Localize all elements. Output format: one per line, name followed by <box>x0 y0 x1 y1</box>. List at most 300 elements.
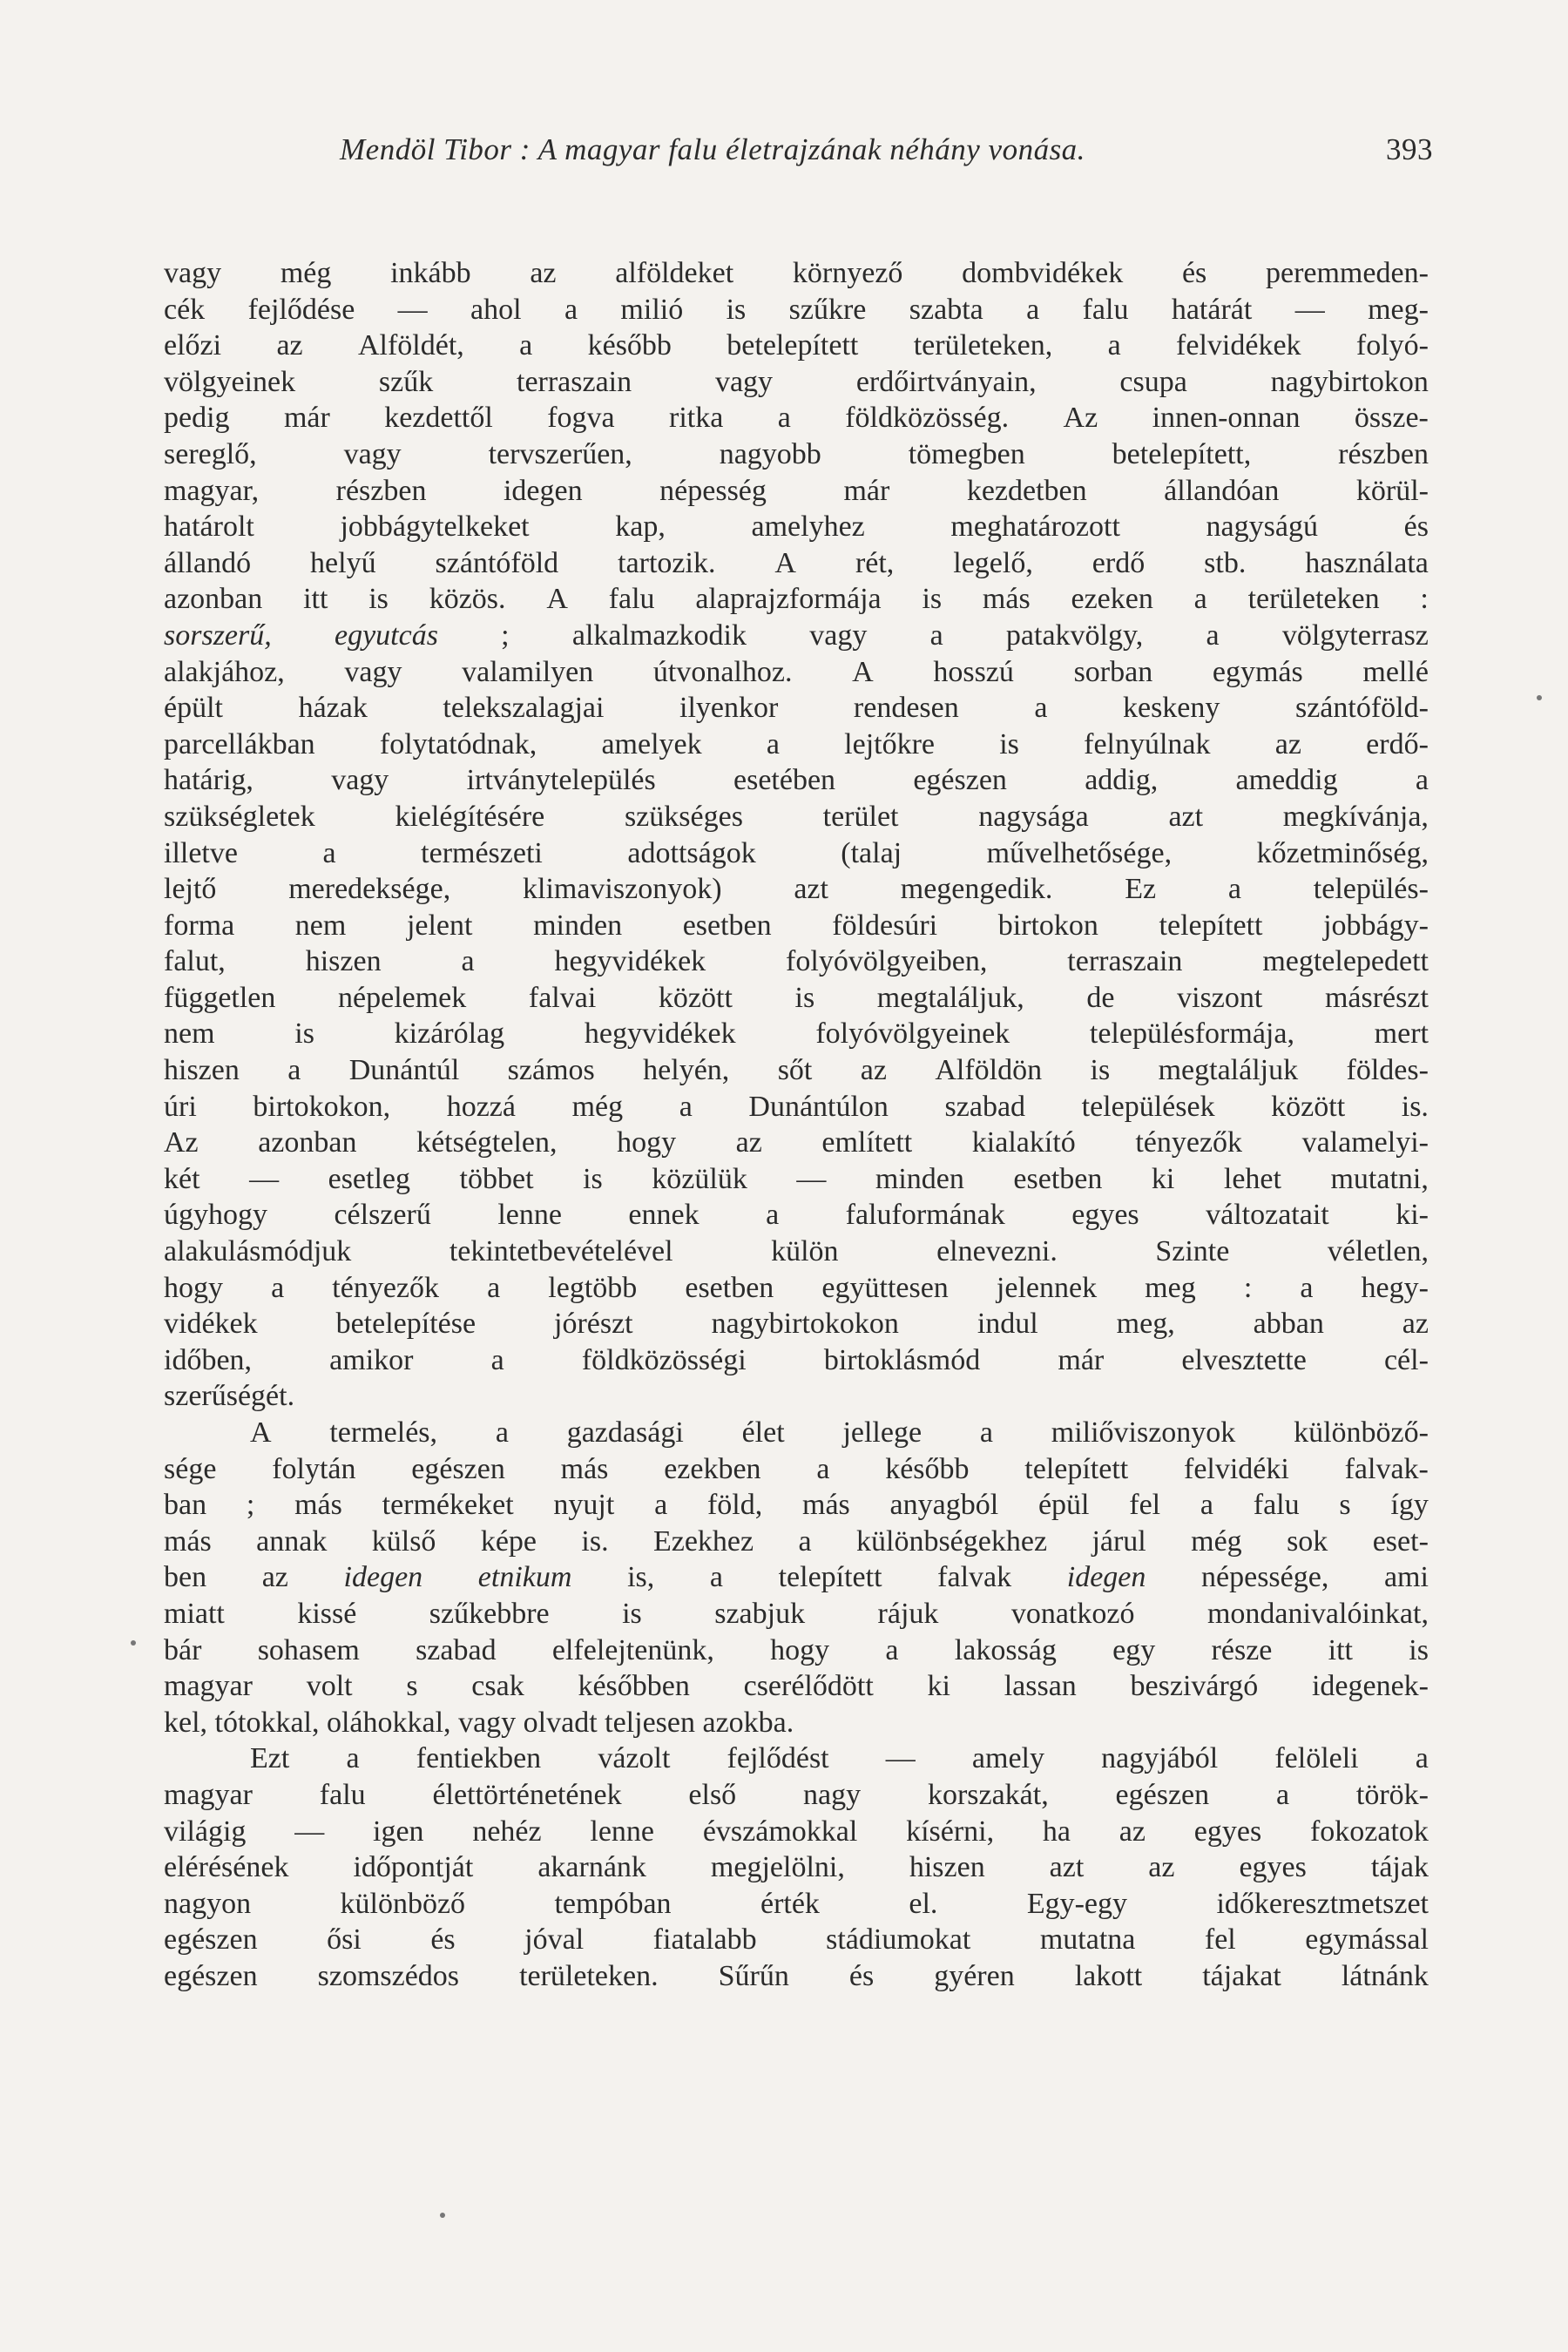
word: a <box>1275 1778 1290 1811</box>
word: ameddig <box>1235 764 1338 797</box>
word: Alföldét, <box>357 329 464 362</box>
word: hogy <box>770 1633 830 1666</box>
word: föld, <box>706 1489 763 1522</box>
word: alakjához, <box>164 655 285 688</box>
word: miliőviszonyok <box>1051 1416 1236 1449</box>
word: még <box>1191 1524 1242 1558</box>
word: alaprajzformája <box>695 583 882 616</box>
word: szűk <box>378 365 434 398</box>
word: betelepített <box>727 329 859 362</box>
word: az <box>1119 1815 1146 1848</box>
word: egyes <box>1193 1815 1262 1848</box>
word: azt <box>794 873 828 906</box>
word: s <box>406 1670 418 1703</box>
word: nem <box>294 909 347 942</box>
word: : <box>1420 583 1429 616</box>
word: más <box>802 1489 850 1522</box>
word: birtokon <box>997 909 1098 942</box>
word: megjelölni, <box>710 1851 845 1884</box>
word: ki- <box>1396 1199 1429 1232</box>
word: is. <box>1401 1090 1429 1123</box>
word: nagy <box>803 1778 862 1811</box>
word: között <box>1271 1090 1346 1123</box>
word: indul <box>977 1308 1038 1341</box>
word: esetben <box>685 1271 774 1304</box>
word: már <box>843 474 890 507</box>
word: folyóvölgyeinek <box>815 1017 1010 1051</box>
word: tartozik. <box>618 546 716 579</box>
word: területeken <box>1247 583 1380 616</box>
word: stb. <box>1204 546 1247 579</box>
word: és <box>848 1959 875 1992</box>
word: azt <box>1049 1851 1085 1884</box>
word: magyar, <box>164 474 260 507</box>
word: falvai <box>528 981 597 1014</box>
word: legtöbb <box>548 1271 638 1304</box>
word: jelent <box>406 909 473 942</box>
word: is <box>583 1162 603 1195</box>
text-line <box>164 980 1429 1017</box>
word: falu <box>608 583 655 616</box>
word: fel <box>1204 1923 1236 1957</box>
word: gazdasági <box>566 1416 684 1449</box>
word: említett <box>821 1126 913 1159</box>
word: később <box>885 1452 970 1485</box>
word: legelő, <box>953 546 1033 579</box>
word: a <box>766 1199 780 1232</box>
word: az <box>735 1126 762 1159</box>
text-line <box>164 618 1429 654</box>
word: is <box>368 583 389 616</box>
word: egy <box>1112 1633 1156 1666</box>
text-line <box>164 1125 1429 1161</box>
word: termelés, <box>329 1416 438 1449</box>
word: a <box>564 293 578 326</box>
word: szántóföld- <box>1294 692 1429 725</box>
word: a <box>1193 583 1207 616</box>
word: egészen <box>164 1959 258 1992</box>
word: népelemek <box>338 981 467 1014</box>
word: így <box>1390 1489 1429 1522</box>
word: kizárólag <box>394 1017 505 1051</box>
text-line <box>164 1559 1429 1596</box>
word: innen-onnan <box>1152 402 1301 435</box>
word: A <box>852 655 874 688</box>
word: határolt <box>164 510 254 544</box>
text-line <box>164 1487 1429 1524</box>
word: — <box>249 1162 280 1195</box>
word: — <box>1294 293 1325 326</box>
word: telepített <box>778 1561 882 1594</box>
word: szerűségét. <box>164 1380 295 1413</box>
word: nyujt <box>553 1489 615 1522</box>
word: fentiekben <box>416 1742 542 1775</box>
word: török- <box>1355 1778 1429 1811</box>
word: kialakító <box>971 1126 1076 1159</box>
word: települések <box>1081 1090 1215 1123</box>
word: sohasem <box>257 1633 360 1666</box>
word: útvonalhoz. <box>652 655 793 688</box>
word: meg, <box>1116 1308 1175 1341</box>
word: meredeksége, <box>288 873 451 906</box>
word: terraszain <box>517 365 632 398</box>
text-line <box>164 292 1429 328</box>
word: még <box>571 1090 624 1123</box>
word: esetben <box>682 909 772 942</box>
word: azonban <box>258 1126 357 1159</box>
word: itt <box>1328 1633 1353 1666</box>
word: falut, <box>164 945 226 978</box>
word: jelennek <box>996 1271 1098 1304</box>
word: fogva <box>547 402 615 435</box>
word: folytatódnak, <box>379 727 537 760</box>
word: cél- <box>1383 1343 1429 1376</box>
text-line <box>164 1342 1429 1379</box>
word: nem <box>164 1017 215 1051</box>
word: házak <box>298 692 368 725</box>
text-line <box>164 1849 1429 1886</box>
word: ; <box>246 1489 255 1522</box>
word: a <box>1034 692 1048 725</box>
text-line <box>164 1451 1429 1488</box>
word: inkább <box>390 257 471 289</box>
word: a <box>1206 618 1220 652</box>
word: időpontját <box>353 1851 474 1884</box>
word: A <box>546 583 568 616</box>
word: a <box>929 618 943 652</box>
word: amely <box>971 1742 1044 1775</box>
word: hegyvidékek <box>584 1017 736 1051</box>
word: nagyobb <box>719 437 821 470</box>
word: nagybirtokokon <box>711 1308 899 1341</box>
word: Ezt <box>250 1742 290 1775</box>
word: a <box>777 402 791 435</box>
word: elérésének <box>164 1851 289 1884</box>
word: szomszédos <box>317 1959 460 1992</box>
text-line <box>164 1161 1429 1198</box>
word: úgyhogy <box>164 1199 267 1232</box>
word: felöleli <box>1274 1742 1359 1775</box>
word: időkeresztmetszet <box>1216 1887 1429 1920</box>
word: évszámokkal <box>702 1815 858 1848</box>
word: minden <box>533 909 623 942</box>
word: földközösségi <box>581 1343 747 1376</box>
word: meghatározott <box>950 510 1120 544</box>
word: akarnánk <box>537 1851 646 1884</box>
word: sége <box>164 1452 217 1485</box>
word: vonatkozó <box>1010 1597 1135 1630</box>
word: mellé <box>1362 655 1429 688</box>
word: gyéren <box>934 1959 1015 1992</box>
word: erdő- <box>1366 727 1429 760</box>
word: nagybirtokon <box>1270 365 1429 398</box>
word: elnevezni. <box>936 1235 1058 1268</box>
word: olvadt <box>523 1706 605 1739</box>
text-line <box>164 1958 1429 1995</box>
word: határát <box>1171 293 1253 326</box>
word: és <box>1181 257 1207 289</box>
word: mondanivalóinkat, <box>1206 1597 1429 1630</box>
word: egészen <box>1115 1778 1210 1811</box>
word: Ez <box>1125 873 1157 906</box>
text-line <box>164 943 1429 980</box>
word: is <box>1090 1054 1111 1087</box>
word: is <box>622 1597 642 1630</box>
text-line <box>164 654 1429 691</box>
word: szabta <box>909 293 983 326</box>
word: Egy-egy <box>1026 1887 1128 1920</box>
word: első <box>688 1778 737 1811</box>
word: az <box>1148 1851 1175 1884</box>
word: teljesen <box>605 1706 703 1739</box>
word: népesség <box>659 474 767 507</box>
word: ha <box>1042 1815 1071 1848</box>
text-line <box>164 400 1429 436</box>
word: rájuk <box>877 1597 939 1630</box>
word: is <box>794 981 815 1014</box>
word: itt <box>303 583 328 616</box>
word: változatait <box>1206 1199 1329 1232</box>
word: lassan <box>1004 1670 1077 1703</box>
word: s <box>1339 1489 1351 1522</box>
word: ami <box>1383 1561 1429 1594</box>
running-head <box>340 132 1433 176</box>
word: cserélődött <box>743 1670 874 1703</box>
word: a <box>679 1090 693 1123</box>
word: körül- <box>1355 474 1429 507</box>
word: lejtőkre <box>844 727 935 760</box>
word: földesúri <box>832 909 938 942</box>
word: sereglő, <box>164 437 257 470</box>
word: amelyek <box>601 727 702 760</box>
word: alkalmazkodik <box>571 618 747 652</box>
word: a <box>816 1452 830 1485</box>
word: is <box>726 293 747 326</box>
word: település- <box>1313 873 1429 906</box>
word: az <box>276 329 303 362</box>
word: szántóföld <box>435 546 559 579</box>
word: fel <box>1129 1489 1161 1522</box>
word: a <box>1026 293 1040 326</box>
word: fokozatok <box>1309 1815 1429 1848</box>
word: el. <box>909 1887 938 1920</box>
word: kissé <box>297 1597 357 1630</box>
text-line <box>164 1886 1429 1923</box>
text-line <box>164 727 1429 763</box>
word: részben <box>335 474 427 507</box>
word: szűkebbre <box>429 1597 550 1630</box>
word: vagy <box>331 764 389 797</box>
word: célszerű <box>334 1199 431 1232</box>
word: azonban <box>164 583 263 616</box>
word: igen <box>373 1815 424 1848</box>
word: valamelyi- <box>1301 1126 1429 1159</box>
word: is <box>922 583 943 616</box>
word: ennek <box>628 1199 700 1232</box>
word: nagyon <box>164 1887 252 1920</box>
word: magyar <box>164 1778 253 1811</box>
word: pedig <box>164 402 230 435</box>
word: amikor <box>329 1343 414 1376</box>
text-line <box>164 436 1429 473</box>
word: együttesen <box>821 1271 949 1304</box>
word: lenne <box>497 1199 562 1232</box>
word: fejlődése <box>247 293 355 326</box>
word: a <box>1227 873 1241 906</box>
word: jellege <box>842 1416 923 1449</box>
word: hiszen <box>909 1851 985 1884</box>
word: keskeny <box>1122 692 1220 725</box>
word: helyén, <box>643 1054 730 1087</box>
word: tempóban <box>554 1887 672 1920</box>
word: különbségekhez <box>856 1524 1048 1558</box>
word: művelhetősége, <box>986 836 1173 869</box>
word: erdő <box>1092 546 1146 579</box>
text-line <box>164 1777 1429 1814</box>
word: meg <box>1145 1271 1196 1304</box>
word: másrészt <box>1324 981 1429 1014</box>
word: viszont <box>1177 981 1263 1014</box>
word: a <box>271 1271 285 1304</box>
word: falu <box>319 1778 366 1811</box>
word: korszakát, <box>927 1778 1049 1811</box>
word: a <box>1415 764 1429 797</box>
word: a <box>709 1561 723 1594</box>
word: beszivárgó <box>1130 1670 1259 1703</box>
word: adottságok <box>627 836 756 869</box>
word: kel, <box>164 1706 215 1739</box>
word: ben <box>164 1561 207 1594</box>
word: vagy <box>344 655 402 688</box>
word: a <box>1200 1489 1213 1522</box>
word: Szinte <box>1155 1235 1230 1268</box>
word: szabad <box>416 1633 497 1666</box>
word: tényezők <box>1135 1126 1243 1159</box>
word: kísérni, <box>906 1815 995 1848</box>
word: erdőirtványain, <box>855 365 1037 398</box>
word: tájakat <box>1202 1959 1281 1992</box>
word: csupa <box>1119 365 1187 398</box>
word: idegen <box>503 474 583 507</box>
text-line <box>164 1596 1429 1632</box>
word: A <box>774 546 796 579</box>
word: rét, <box>855 546 895 579</box>
word: esetleg <box>328 1162 411 1195</box>
word: minden <box>875 1162 964 1195</box>
word: lehet <box>1223 1162 1281 1195</box>
text-line <box>164 1922 1429 1958</box>
word: kétségtelen, <box>416 1126 558 1159</box>
word: oláhokkal, <box>326 1706 459 1739</box>
word: amelyhez <box>751 510 865 544</box>
text-line <box>164 1524 1429 1560</box>
word: közös. <box>429 583 506 616</box>
word: Az <box>164 1126 199 1159</box>
word: miatt <box>164 1597 225 1630</box>
word: nagysága <box>978 800 1089 833</box>
word: forma <box>164 909 235 942</box>
word: is. <box>581 1524 609 1558</box>
word: telepített <box>1024 1452 1129 1485</box>
text-line <box>164 1740 1429 1777</box>
word: (talaj <box>841 836 902 869</box>
text-line <box>164 1270 1429 1307</box>
word: etnikum <box>477 1561 572 1594</box>
word: parcellákban <box>164 727 315 760</box>
word: dombvidékek <box>962 257 1124 289</box>
text-line <box>164 762 1429 799</box>
word: folytán <box>272 1452 356 1485</box>
word: sorban <box>1073 655 1153 688</box>
word: között <box>658 981 733 1014</box>
word: illetve <box>164 836 238 869</box>
word: más <box>560 1452 609 1485</box>
word: megengedik. <box>900 873 1053 906</box>
word: de <box>1086 981 1115 1014</box>
word: időben, <box>164 1343 253 1376</box>
text-line <box>164 255 1429 292</box>
word: külön <box>771 1235 839 1268</box>
word: egyes <box>1071 1199 1139 1232</box>
word: az <box>530 257 557 289</box>
word: mutatna <box>1039 1923 1136 1957</box>
word: völgyterrasz <box>1281 618 1429 652</box>
text-line <box>164 1233 1429 1270</box>
word: a <box>487 1271 501 1304</box>
text-line <box>164 1668 1429 1705</box>
word: környező <box>792 257 903 289</box>
word: különböző- <box>1294 1416 1429 1449</box>
text-line <box>164 509 1429 545</box>
word: faluformának <box>845 1199 1005 1232</box>
word: más <box>164 1524 212 1558</box>
page-number: 393 <box>1386 132 1433 166</box>
word: ezeken <box>1071 583 1153 616</box>
word: jórészt <box>554 1308 633 1341</box>
text-line <box>164 364 1429 401</box>
text-line <box>164 1705 1429 1741</box>
word: birtokokon, <box>253 1090 391 1123</box>
word: egymással <box>1305 1923 1429 1957</box>
word: még <box>280 257 332 289</box>
text-line <box>164 1814 1429 1850</box>
word: a <box>322 836 336 869</box>
word: is <box>999 727 1019 760</box>
word: előzi <box>164 329 222 362</box>
word: szűkre <box>788 293 867 326</box>
word: elfelejtenünk, <box>551 1633 714 1666</box>
word: megkívánja, <box>1282 800 1429 833</box>
body-text <box>164 255 1429 1995</box>
word: az <box>261 1561 288 1594</box>
word: járul <box>1092 1524 1146 1558</box>
word: külső <box>371 1524 436 1558</box>
word: hogy <box>617 1126 677 1159</box>
text-line <box>164 835 1429 872</box>
word: kezdettől <box>384 402 493 435</box>
word: épült <box>164 692 223 725</box>
word: része <box>1211 1633 1273 1666</box>
word: a <box>1415 1742 1429 1775</box>
word: falu <box>1082 293 1129 326</box>
word: élet <box>741 1416 785 1449</box>
word: megtelepedett <box>1262 945 1429 978</box>
word: kőzetminőség, <box>1256 836 1429 869</box>
word: vagy <box>809 618 868 652</box>
word: felvidéki <box>1184 1452 1289 1485</box>
word: természeti <box>421 836 543 869</box>
word: későbben <box>578 1670 690 1703</box>
